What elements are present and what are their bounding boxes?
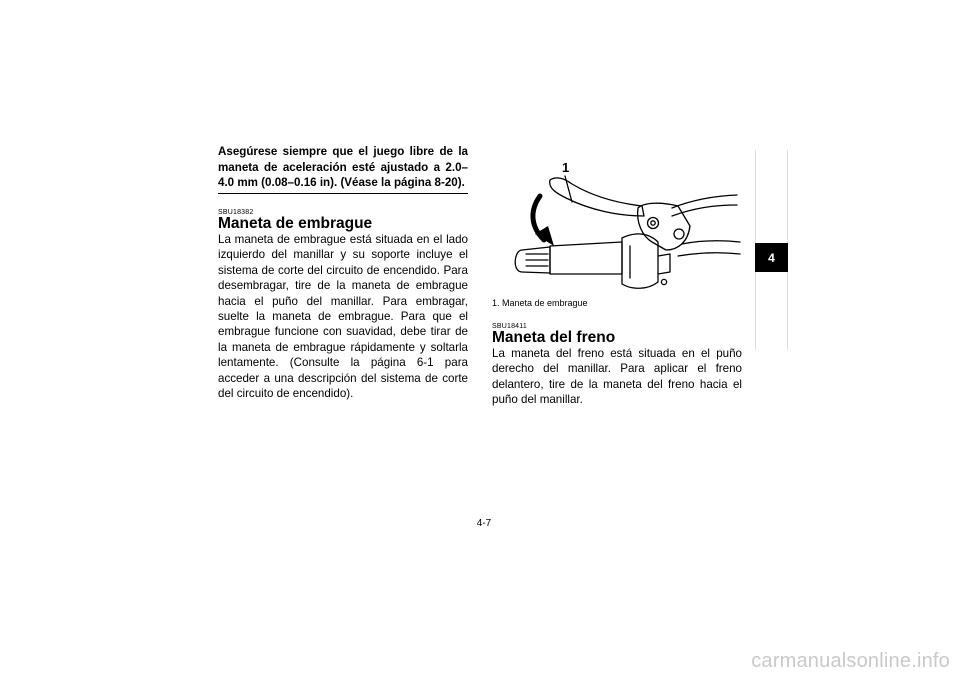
section-code: SBU18382 — [218, 209, 254, 216]
watermark: carmanualsonline.info — [751, 650, 950, 672]
section-code: SBU18411 — [492, 323, 527, 330]
clutch-lever-illustration — [492, 150, 742, 300]
section-body-clutch: La maneta de embrague está situada en el lado izquierdo del manillar y su soporte incluye el sistema de corte del circuito de encendido. Para desembragar, tire de la maneta de embrague hacia el puño del manillar. Para embragar, suelte la maneta de embrague. Para que el embrague funcione con suavidad, debe tirar de la maneta de embrague rápidamente y soltarla lentamente. (Consulte la página 6-1 para acceder a una descripción del sistema de corte del circuito de encendido). — [218, 233, 468, 401]
warning-note: Asegúrese siempre que el juego libre de la maneta de aceleración esté ajustado a 2.0–4.0 mm (0.08–0.16 in). (Véase la página 8-20). — [218, 145, 468, 189]
section-title-clutch: Maneta de embrague — [218, 215, 373, 232]
figure-callout-number: 1 — [562, 160, 570, 175]
figure-caption: 1. Maneta de embrague — [492, 298, 588, 308]
page-number: 4-7 — [476, 518, 492, 529]
note-divider — [218, 193, 468, 194]
section-body-brake: La maneta del freno está situada en el puño derecho del manillar. Para aplicar el freno delantero, tire de la maneta del freno hacia el puño del manillar. — [492, 347, 742, 407]
section-title-brake: Maneta del freno — [492, 329, 616, 346]
chapter-tab: 4 — [755, 243, 788, 272]
